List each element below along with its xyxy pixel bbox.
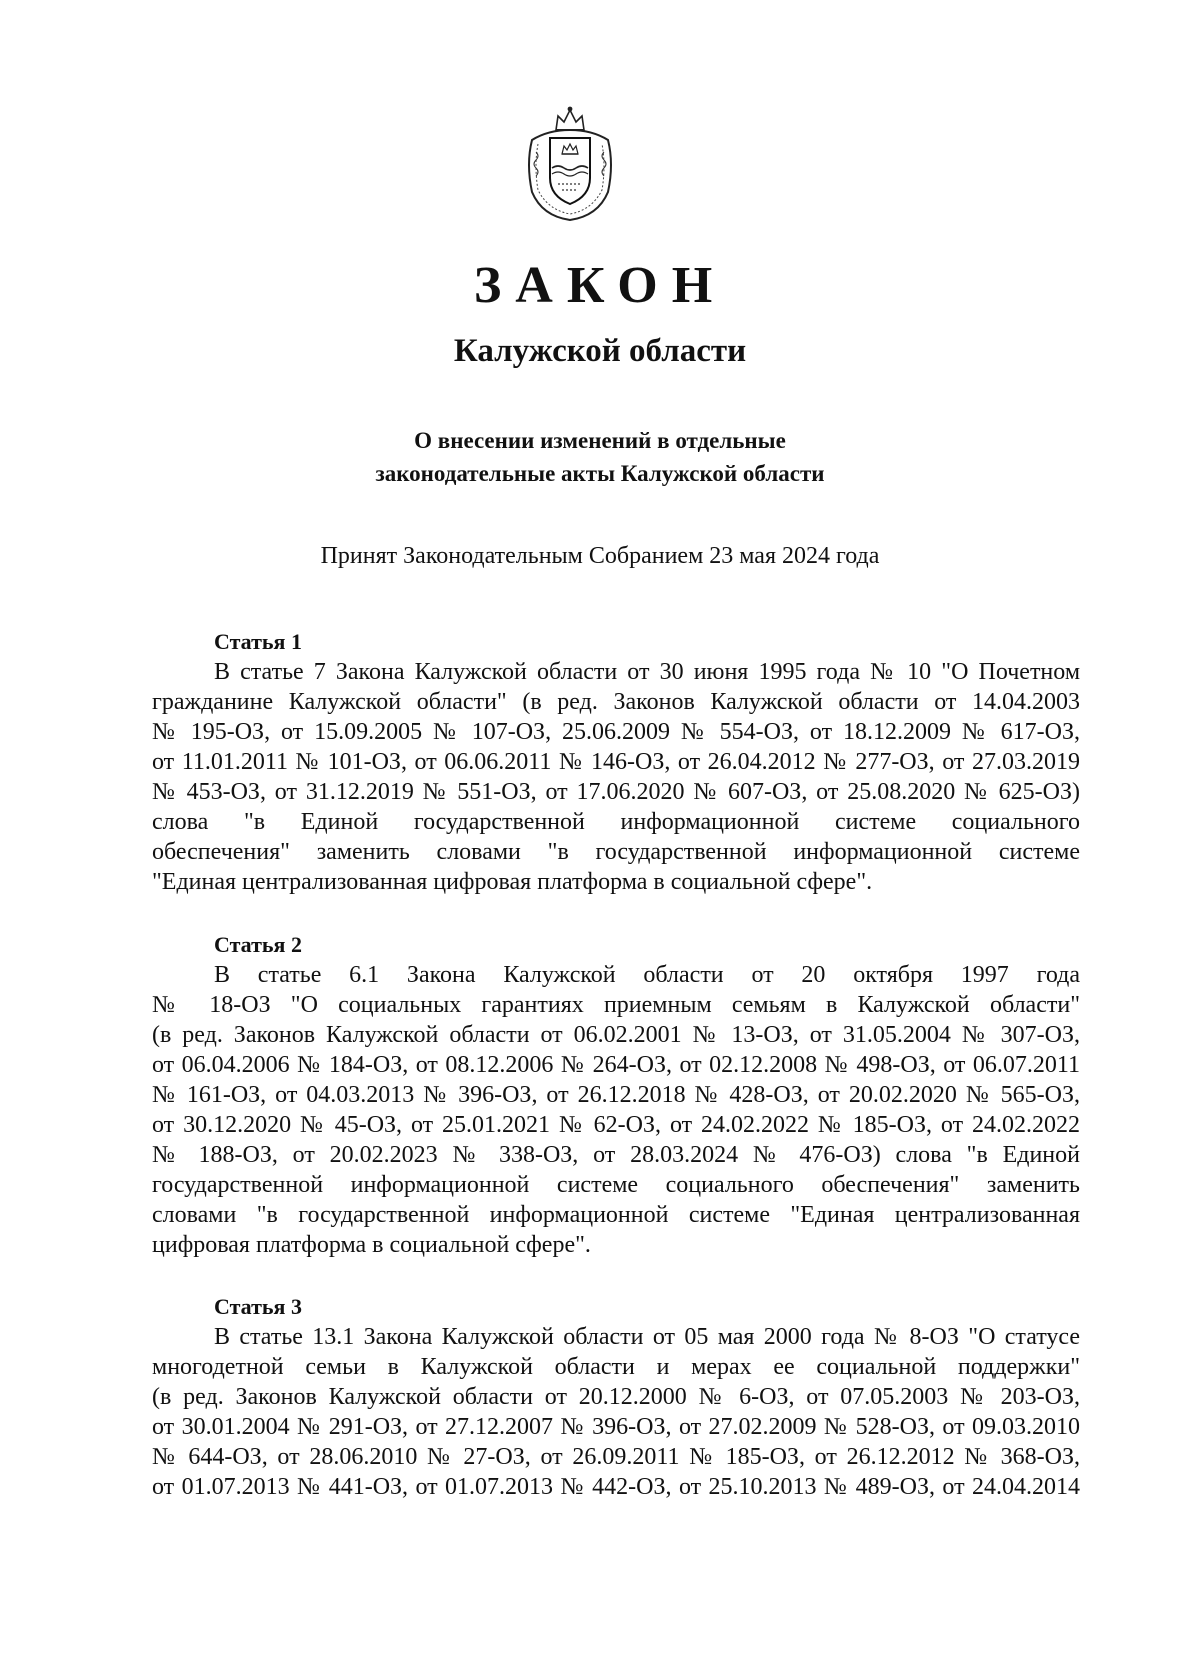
text-line: цифровая платформа в социальной сфере".	[152, 1232, 591, 1258]
text-line: № 644-ОЗ, от 28.06.2010 № 27-ОЗ, от 26.09.2011 № 185-ОЗ, от 26.12.2012 № 368-ОЗ,	[152, 1444, 1080, 1470]
text-line: многодетной семьи в Калужской области и мерах ее социальной поддержки"	[152, 1354, 1080, 1380]
text-line: (в ред. Законов Калужской области от 20.12.2000 № 6-ОЗ, от 07.05.2003 № 203-ОЗ,	[152, 1384, 1080, 1410]
coat-of-arms-icon	[522, 104, 618, 224]
text-line: "Единая централизованная цифровая платформа в социальной сфере".	[152, 869, 873, 895]
text-line: обеспечения" заменить словами "в государственной информационной системе	[152, 839, 1080, 865]
text-line: № 161-ОЗ, от 04.03.2013 № 396-ОЗ, от 26.12.2018 № 428-ОЗ, от 20.02.2020 № 565-ОЗ,	[152, 1082, 1080, 1108]
text-line: от 30.01.2004 № 291-ОЗ, от 27.12.2007 № 396-ОЗ, от 27.02.2009 № 528-ОЗ, от 09.03.2010	[152, 1414, 1080, 1440]
text-line: № 18-ОЗ "О социальных гарантиях приемным семьям в Калужской области"	[152, 992, 1080, 1018]
law-subject	[0, 424, 1200, 490]
text-line: № 195-ОЗ, от 15.09.2005 № 107-ОЗ, 25.06.2009 № 554-ОЗ, от 18.12.2009 № 617-ОЗ,	[152, 719, 1080, 745]
text-line: В статье 6.1 Закона Калужской области от 20 октября 1997 года	[214, 962, 1080, 988]
region-title: Калужской области	[453, 333, 747, 369]
text-line: словами "в государственной информационной системе "Единая централизованная	[152, 1202, 1080, 1228]
text-line: от 06.04.2006 № 184-ОЗ, от 08.12.2006 № 264-ОЗ, от 02.12.2008 № 498-ОЗ, от 06.07.2011	[152, 1052, 1080, 1078]
article-heading: Статья 3	[214, 1294, 302, 1319]
law-subject-line: О внесении изменений в отдельные	[414, 428, 786, 453]
article-heading: Статья 2	[214, 932, 302, 957]
article-body	[152, 657, 1080, 897]
text-line: № 188-ОЗ, от 20.02.2023 № 338-ОЗ, от 28.03.2024 № 476-ОЗ) слова "в Единой	[152, 1142, 1080, 1168]
article-heading: Статья 1	[214, 629, 302, 654]
text-line: государственной информационной системе социального обеспечения" заменить	[152, 1172, 1080, 1198]
text-line: от 30.12.2020 № 45-ОЗ, от 25.01.2021 № 62-ОЗ, от 24.02.2022 № 185-ОЗ, от 24.02.2022	[152, 1112, 1080, 1138]
text-line: гражданине Калужской области" (в ред. Законов Калужской области от 14.04.2003	[152, 689, 1080, 715]
text-line: (в ред. Законов Калужской области от 06.02.2001 № 13-ОЗ, от 31.05.2004 № 307-ОЗ,	[152, 1022, 1080, 1048]
law-subject-line: законодательные акты Калужской области	[375, 461, 825, 486]
text-line: В статье 13.1 Закона Калужской области от 05 мая 2000 года № 8-ОЗ "О статусе	[214, 1324, 1080, 1350]
text-line: слова "в Единой государственной информационной системе социального	[152, 809, 1080, 835]
text-line: № 453-ОЗ, от 31.12.2019 № 551-ОЗ, от 17.06.2020 № 607-ОЗ, от 25.08.2020 № 625-ОЗ)	[152, 779, 1080, 805]
text-line: от 01.07.2013 № 441-ОЗ, от 01.07.2013 № 442-ОЗ, от 25.10.2013 № 489-ОЗ, от 24.04.2014	[152, 1474, 1080, 1500]
article-body	[152, 960, 1080, 1260]
article-body	[152, 1322, 1080, 1502]
text-line: В статье 7 Закона Калужской области от 30 июня 1995 года № 10 "О Почетном	[214, 659, 1080, 685]
document-type-title: ЗАКОН	[473, 257, 727, 314]
adoption-date: Принят Законодательным Собранием 23 мая 2024 года	[320, 543, 880, 569]
text-line: от 11.01.2011 № 101-ОЗ, от 06.06.2011 № 146-ОЗ, от 26.04.2012 № 277-ОЗ, от 27.03.2019	[152, 749, 1080, 775]
